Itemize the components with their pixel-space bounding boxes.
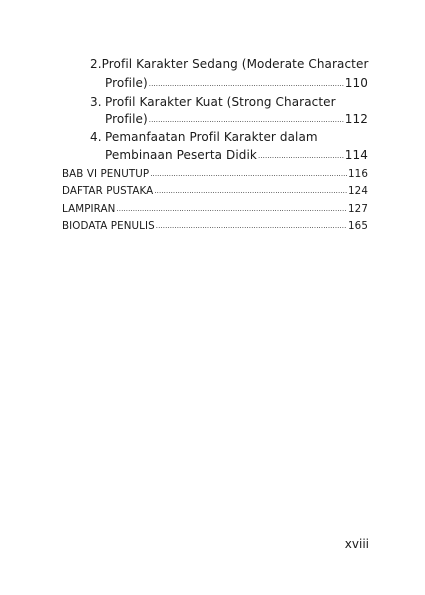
toc-page-number: 110 — [344, 76, 368, 90]
leader-dots — [258, 152, 344, 160]
toc-chapter-lampiran[interactable] — [62, 203, 368, 215]
toc-chapter-title: LAMPIRAN — [62, 203, 116, 215]
toc-chapter-title: BIODATA PENULIS — [62, 220, 155, 232]
toc-entry-number: 4. — [90, 130, 102, 144]
toc-page-number: 114 — [344, 148, 368, 162]
toc-page-number: 127 — [348, 203, 368, 215]
toc-entry-title: Profil Karakter Kuat (Strong Character — [105, 95, 336, 109]
toc-entry-3-title[interactable] — [90, 95, 368, 109]
leader-dots — [149, 80, 344, 88]
toc-entry-title-cont: Profile) — [105, 76, 148, 90]
toc-entry-2-continuation[interactable] — [105, 76, 368, 90]
toc-entry-4-title[interactable] — [90, 130, 368, 144]
toc-entry-title: Profil Karakter Sedang (Moderate Character — [101, 57, 369, 71]
toc-entry-4-continuation[interactable] — [105, 148, 368, 162]
toc-entry-number: 3. — [90, 95, 102, 109]
toc-entry-title-cont: Pembinaan Peserta Didik — [105, 148, 257, 162]
toc-entry-2-title[interactable] — [90, 57, 368, 71]
leader-dots — [156, 222, 347, 230]
toc-page-number: 112 — [344, 112, 368, 126]
toc-entry-title-cont: Profile) — [105, 112, 148, 126]
leader-dots — [154, 187, 347, 195]
toc-chapter-penutup[interactable] — [62, 168, 368, 180]
page-number: xviii — [344, 537, 369, 551]
leader-dots — [116, 205, 347, 213]
toc-page-number: 116 — [348, 168, 368, 180]
toc-entry-title: Pemanfaatan Profil Karakter dalam — [105, 130, 318, 144]
toc-chapter-title: BAB VI PENUTUP — [62, 168, 150, 180]
toc-chapter-title: DAFTAR PUSTAKA — [62, 185, 154, 197]
toc-page-number: 124 — [348, 185, 368, 197]
toc-page-number: 165 — [348, 220, 368, 232]
toc-chapter-daftar-pustaka[interactable] — [62, 185, 368, 197]
leader-dots — [149, 116, 344, 124]
leader-dots — [150, 170, 347, 178]
toc-chapter-biodata-penulis[interactable] — [62, 220, 368, 232]
toc-entry-number: 2. — [90, 57, 102, 71]
toc-entry-3-continuation[interactable] — [105, 112, 368, 126]
